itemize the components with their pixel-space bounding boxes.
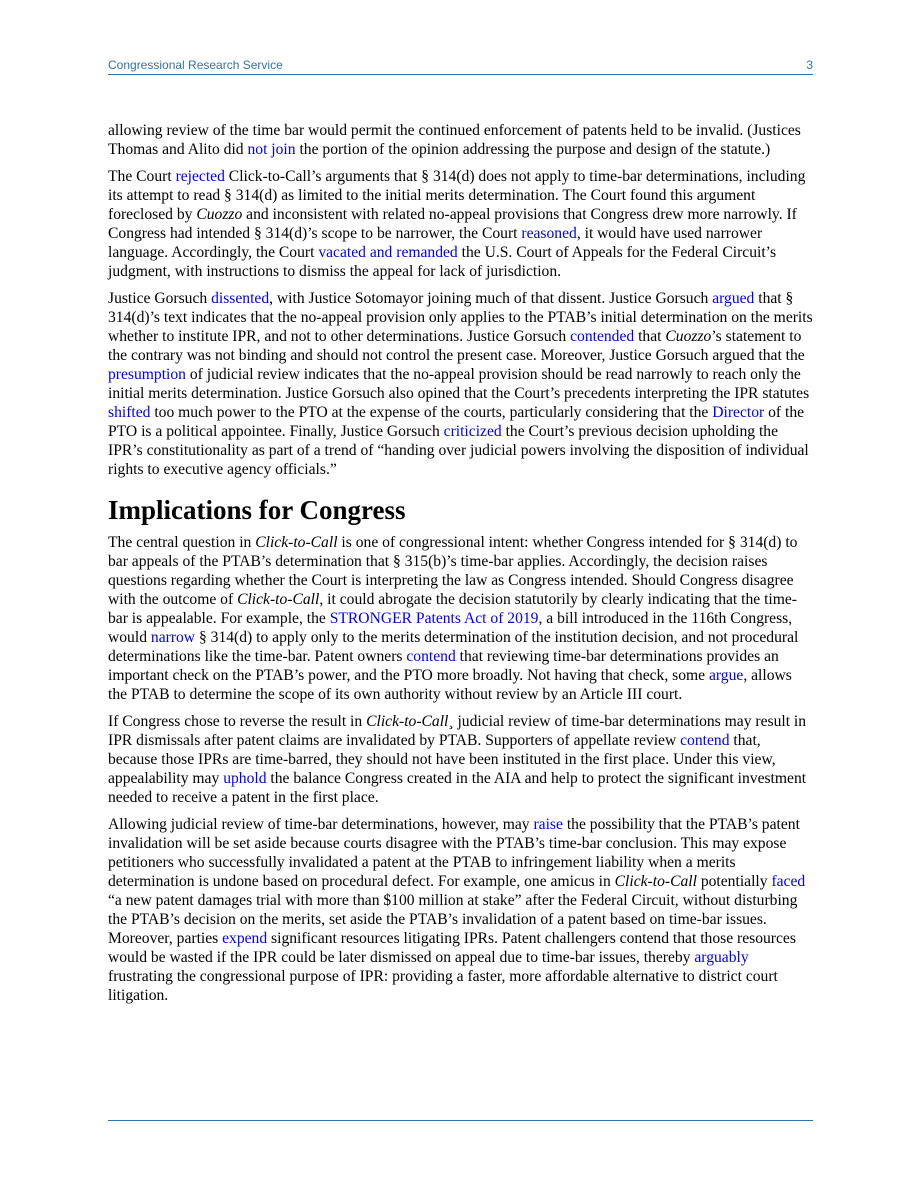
link[interactable]: criticized: [443, 423, 502, 440]
paragraph: Allowing judicial review of time-bar determinations, however, may raise the possibility that the PTAB’s patent invalidation will be set aside because courts disagree with the PTAB’s time-bar conclusion. This may expose petitioners who successfully invalidated a patent at the PTAB to infringement liability when a merits determination is undone based on procedural defect. For example, one amicus in Click-to-Call potentially faced “a new patent damages trial with more than $100 million at stake” after the Federal Circuit, without disturbing the PTAB’s decision on the merits, set aside the PTAB’s invalidation of a patent based on time-bar issues. Moreover, parties expend significant resources litigating IPRs. Patent challengers contend that those resources would be wasted if the IPR could be later dismissed on appeal due to time-bar issues, thereby arguably frustrating the congressional purpose of IPR: providing a faster, more affordable alternative to district court litigation.: [108, 816, 806, 1004]
link[interactable]: presumption: [108, 366, 186, 383]
paragraph: If Congress chose to reverse the result in Click-to-Call¸ judicial review of time-bar determinations may result in IPR dismissals after patent claims are invalidated by PTAB. Supporters of appellate review contend that, because those IPRs are time-barred, they should not have been instituted in the first place. Under this view, appealability may uphold the balance Congress created in the AIA and help to protect the significant investment needed to receive a patent in the first place.: [108, 713, 807, 806]
link[interactable]: Director: [712, 404, 765, 421]
link[interactable]: narrow: [150, 629, 196, 646]
link[interactable]: contend: [406, 648, 456, 665]
link[interactable]: argue: [708, 667, 744, 684]
paragraph: Justice Gorsuch dissented, with Justice Sotomayor joining much of that dissent. Justice Gorsuch argued that § 314(d)’s text indicates that the no-appeal provision only applies to the PTAB’s initial determination on the merits whether to institute IPR, and not to other determinations. Justice Gorsuch contended that Cuozzo’s statement to the contrary was not binding and should not control the present case. Moreover, Justice Gorsuch argued that the presumption of judicial review indicates that the no-appeal provision should be read narrowly to reach only the initial merits determination. Justice Gorsuch also opined that the Court’s precedents interpreting the IPR statutes shifted too much power to the PTO at the expense of the courts, particularly considering that the Director of the PTO is a political appointee. Finally, Justice Gorsuch criticized the Court’s previous decision upholding the IPR’s constitutionality as part of a trend of “handing over judicial powers involving the disposition of individual rights to executive agency officials.”: [108, 290, 813, 478]
link[interactable]: raise: [533, 816, 563, 833]
link[interactable]: vacated and remanded: [318, 244, 458, 261]
link[interactable]: argued: [712, 290, 755, 307]
paragraph: The central question in Click-to-Call is one of congressional intent: whether Congress intended for § 314(d) to bar appeals of the PTAB’s determination that § 315(b)’s time-bar applies. Accordingly, the decision raises questions regarding whether the Court is interpreting the law as Congress intended. Should Congress disagree with the outcome of Click-to-Call, it could abrogate the decision statutorily by clearly indicating that the time-bar is appealable. For example, the STRONGER Patents Act of 2019, a bill introduced in the 116th Congress, would narrow § 314(d) to apply only to the merits determination of the institution decision, and not procedural determinations like the time-bar. Patent owners contend that reviewing time-bar determinations provides an important check on the PTAB’s power, and the PTO more broadly. Not having that check, some argue, allows the PTAB to determine the scope of its own authority without review by an Article III court.: [108, 534, 799, 703]
link[interactable]: arguably: [694, 949, 749, 966]
paragraph: The Court rejected Click-to-Call’s arguments that § 314(d) does not apply to time-bar determinations, including its attempt to read § 314(d) as limited to the initial merits determination. The Court found this argument foreclosed by Cuozzo and inconsistent with related no-appeal provisions that Congress drew more narrowly. If Congress had intended § 314(d)’s scope to be narrower, the Court reasoned, it would have used narrower language. Accordingly, the Court vacated and remanded the U.S. Court of Appeals for the Federal Circuit’s judgment, with instructions to dismiss the appeal for lack of jurisdiction.: [108, 168, 806, 280]
document-body: [108, 121, 813, 1013]
link[interactable]: faced: [771, 873, 806, 890]
link[interactable]: shifted: [108, 404, 151, 421]
section-heading: Implications for Congress: [108, 495, 406, 525]
header-org: Congressional Research Service: [108, 58, 283, 72]
page-number: 3: [806, 58, 813, 72]
link[interactable]: contend: [680, 732, 730, 749]
link[interactable]: expend: [222, 930, 268, 947]
link[interactable]: contended: [570, 328, 635, 345]
link[interactable]: rejected: [175, 168, 225, 185]
link[interactable]: reasoned: [521, 225, 577, 242]
page-header: [108, 58, 813, 75]
link[interactable]: dissented: [211, 290, 270, 307]
paragraph: allowing review of the time bar would permit the continued enforcement of patents held to be invalid. (Justices Thomas and Alito did not join the portion of the opinion addressing the purpose and design of the statute.): [108, 122, 801, 158]
link[interactable]: uphold: [223, 770, 267, 787]
link[interactable]: not join: [247, 141, 296, 158]
footer-divider: [108, 1120, 813, 1121]
link[interactable]: STRONGER Patents Act of 2019: [329, 610, 539, 627]
